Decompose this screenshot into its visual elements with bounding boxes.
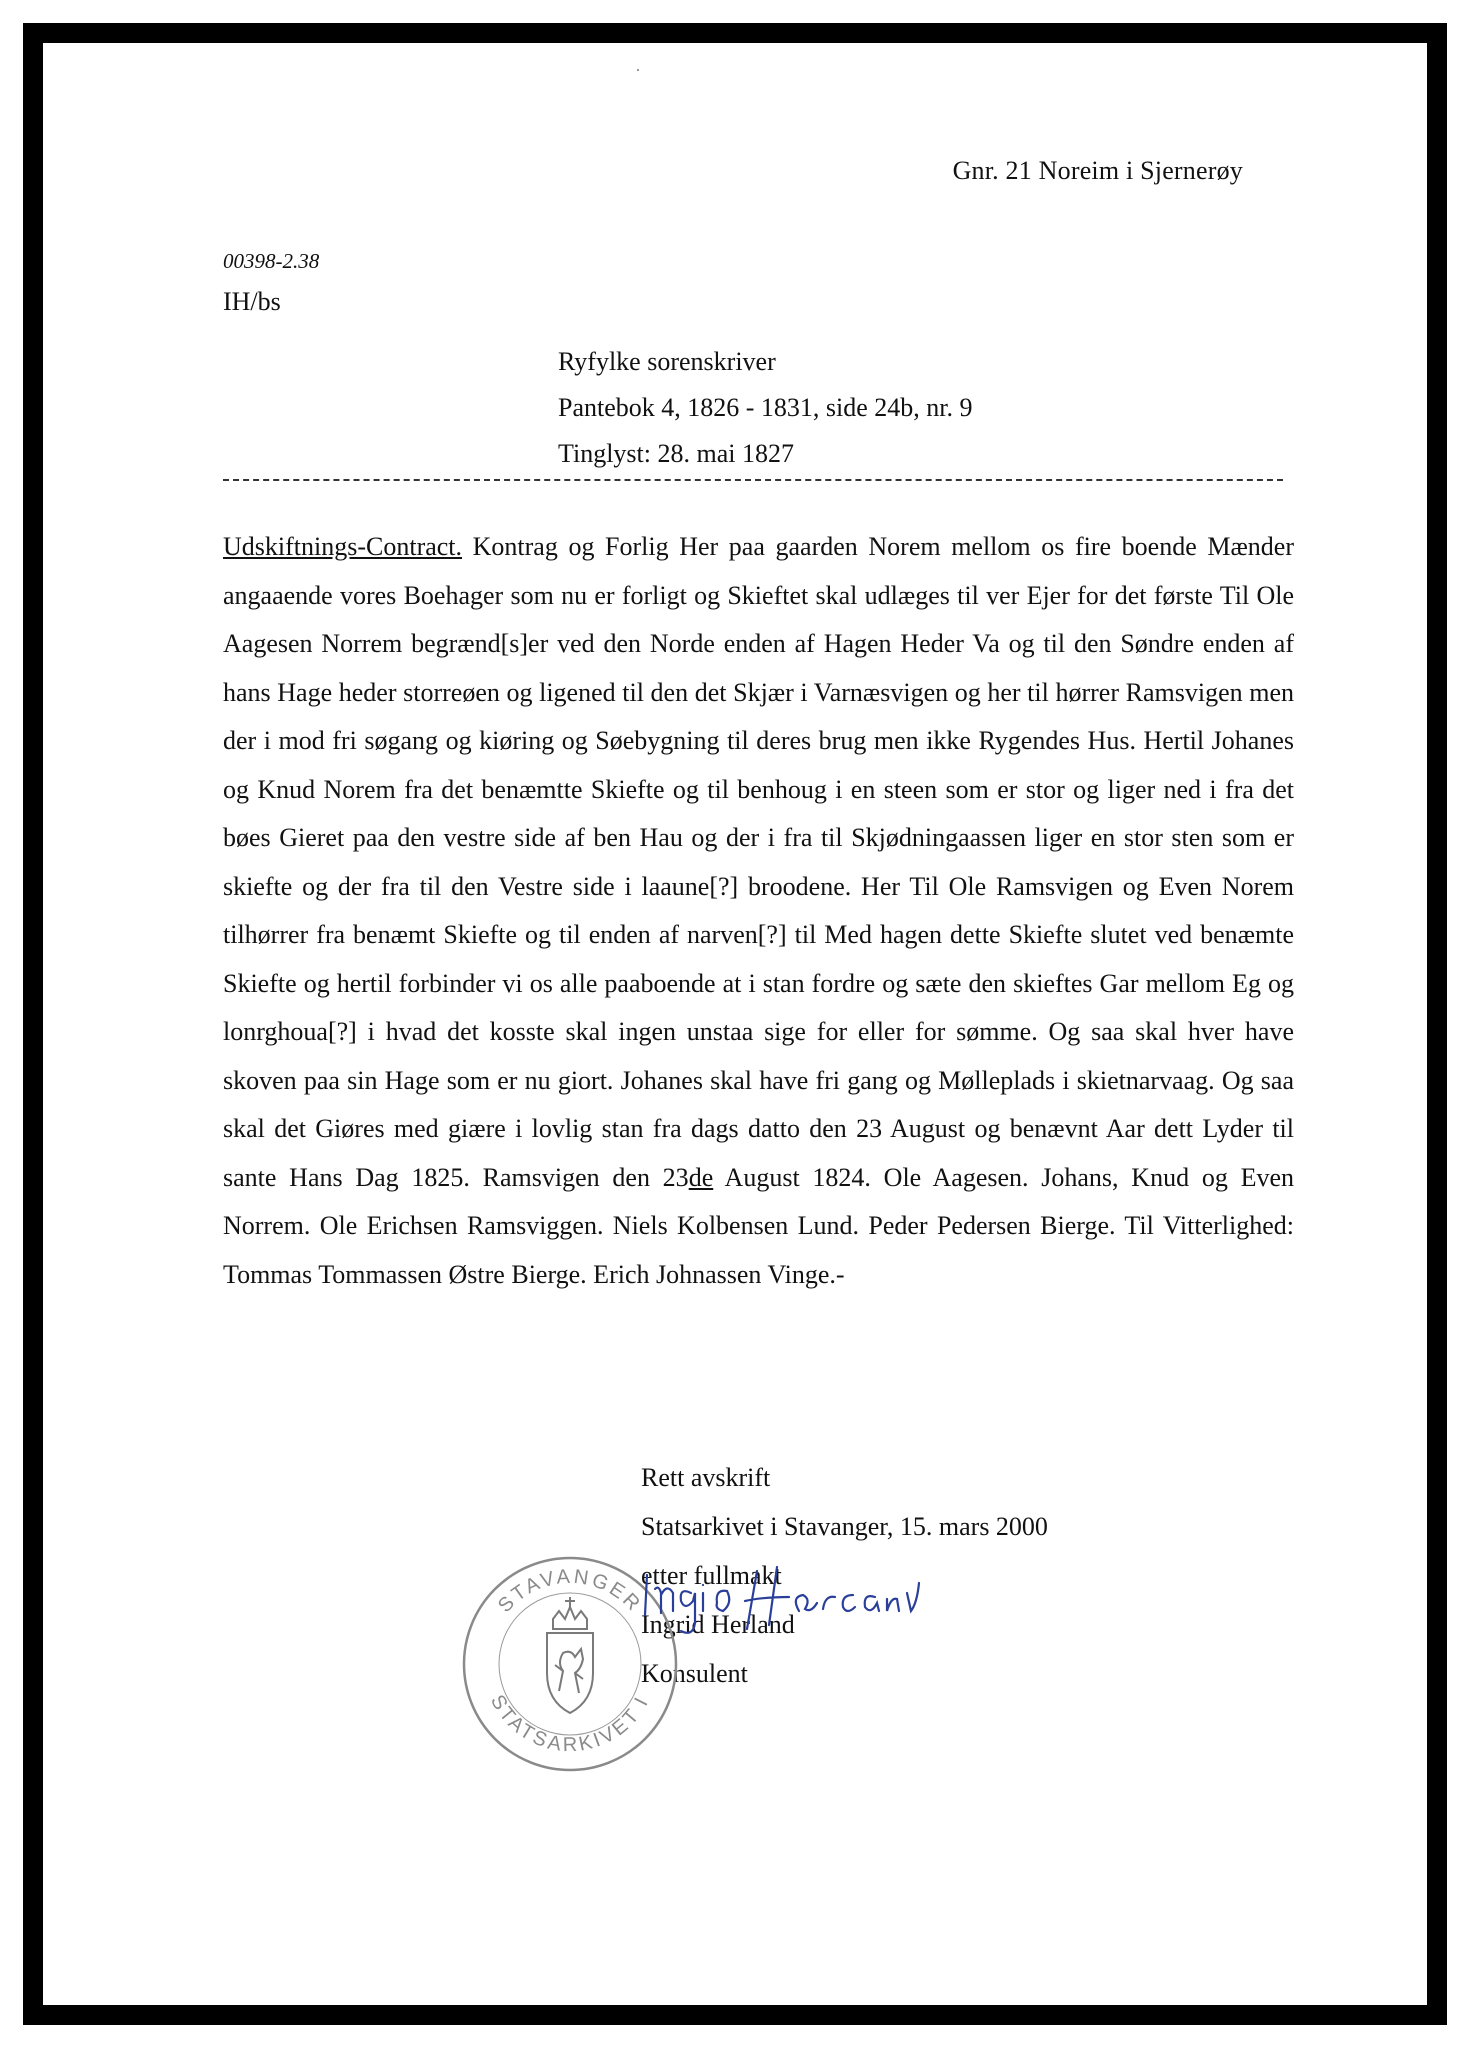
catalog-id: 00398-2.38 (223, 249, 320, 273)
handwritten-signature (639, 1563, 929, 1643)
attestation-title: Konsulent (641, 1659, 748, 1688)
attestation-place-date: Statsarkivet i Stavanger, 15. mars 2000 (641, 1512, 1048, 1541)
body-text-part1: Kontrag og Forlig Her paa gaarden Norem mellom os fire boende Mænder angaaende vores Boehager som nu er forligt og Skieftet skal udlæges til ver Ejer for det første Til Ole Aagesen Norrem begrænd[s]er ved den Norde enden af Hagen Heder Va og til den Søndre enden af hans Hage heder storreøen og ligened til den det Skjær i Varnæsvigen og her til hørrer Ramsvigen men der i mod fri søgang og kiøring og Søebygning til deres brug men ikke Rygendes Hus. Hertil Johanes og Knud Norem fra det benæmtte Skiefte og til benhoug i en steen som er stor og liger ned i fra det bøes Gieret paa den vestre side af ben Hau og der i fra til Skjødningaassen liger en stor sten som er skiefte og der fra til den Vestre side i laaune[?] broodene. Her Til Ole Ramsvigen og Even Norem tilhørrer fra benæmt Skiefte og til enden af narven[?] til Med hagen dette Skiefte slutet ved benæmte Skiefte og hertil forbinder vi os alle paaboende at i stan fordre og sæte den skieftes Gar mellom Eg og lonrghoua[?] i hvad det kosste skal ingen unstaa sige for eller for sømme. Og saa skal hver have skoven paa sin Hage som er nu giort. Johanes skal have fri gang og Mølleplads i skietnarvaag. Og saa skal det Giøres med giære i lovlig stan fra dags datto den 23 August og benævnt Aar dett Lyder til sante Hans Dag 1825. Ramsvigen den 23 (223, 532, 1294, 1192)
attestation-certified: Rett avskrift (641, 1463, 771, 1492)
attestation-name: Ingrid Herland (641, 1610, 795, 1639)
source-block (558, 339, 973, 477)
attestation-authority: etter fullmakt (641, 1561, 782, 1590)
source-registered-date: Tinglyst: 28. mai 1827 (558, 439, 794, 468)
svg-text:STATSARKIVET I (486, 1691, 654, 1756)
underlined-ordinal: de (688, 1162, 714, 1192)
stamp-text-top: STAVANGER (493, 1565, 647, 1617)
archive-reference: Gnr. 21 Noreim i Sjernerøy (952, 156, 1243, 185)
source-book: Pantebok 4, 1826 - 1831, side 24b, nr. 9 (558, 393, 973, 422)
source-court: Ryfylke sorenskriver (558, 347, 776, 376)
scan-speck (637, 69, 639, 71)
dashed-separator (223, 479, 1283, 481)
contract-heading: Udskiftnings-Contract. (223, 532, 463, 561)
transcription-body (223, 523, 1294, 1299)
stamp-text-bottom: STATSARKIVET I (485, 1691, 655, 1757)
coat-of-arms-icon (547, 1597, 593, 1713)
document-page (21, 21, 1449, 2027)
author-initials: IH/bs (223, 287, 281, 316)
body-text-part2: August 1824. Ole Aagesen. Johans, Knud og Even Norrem. Ole Erichsen Ramsviggen. Niels Kolbensen Lund. Peder Pedersen Bierge. Til Vitterlighed: Tommas Tommassen Østre Bierge. Erich Johnassen Vinge.- (223, 1162, 1294, 1289)
